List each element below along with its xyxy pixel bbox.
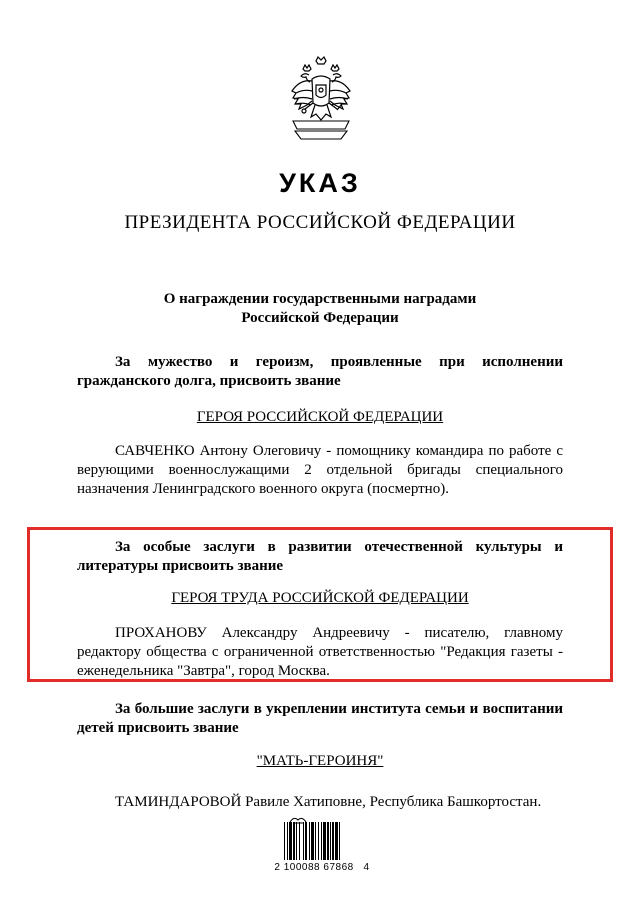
barcode-bar <box>309 822 310 860</box>
recipient-name-1: САВЧЕНКО <box>115 443 195 459</box>
barcode-bar <box>303 822 304 860</box>
barcode-bar <box>321 822 322 860</box>
coat-of-arms-emblem-icon <box>285 55 357 143</box>
barcode-bar <box>289 822 292 860</box>
decree-subject-line-1: О награждении государственными наградами <box>163 291 477 307</box>
recipient-name-2: ПРОХАНОВУ <box>115 625 207 641</box>
recipient-name-3: ТАМИНДАРОВОЙ <box>115 794 242 810</box>
barcode-bar <box>287 822 288 860</box>
award-title-3: "МАТЬ-ГЕРОИНЯ" <box>256 753 384 769</box>
highlight-box <box>27 527 613 682</box>
award-reason-2: За особые заслуги в развитии отечественной культуры и литературы присвоить звание <box>77 539 563 574</box>
award-title-1: ГЕРОЯ РОССИЙСКОЙ ФЕДЕРАЦИИ <box>196 409 444 425</box>
barcode-bar <box>305 822 307 860</box>
barcode-bar <box>284 822 285 860</box>
award-reason-3: За большие заслуги в укреплении института семьи и воспитании детей присвоить звание <box>77 701 563 736</box>
barcode-bar <box>330 822 331 860</box>
decree-subject-line-2: Российской Федерации <box>241 310 399 326</box>
recipient-details-1: Антону Олеговичу - помощнику командира по работе с верующими военнослужащими 2 отдельной бригады специального назначения Ленинградского военного округа (посмертно). <box>77 443 563 497</box>
barcode-bar <box>296 822 297 860</box>
barcode-bar <box>299 822 300 860</box>
barcode-bar <box>327 822 329 860</box>
barcode-number: 2 100088 67868 4 <box>274 862 370 873</box>
award-recipient-1 <box>77 442 563 499</box>
recipient-details-2: Александру Андреевичу - писателю, главному редактору общества с ограниченной ответственностью "Редакция газеты - еженедельника "Завтра", город Москва. <box>77 625 563 679</box>
barcode-bar <box>323 822 326 860</box>
barcode-bar <box>335 822 338 860</box>
barcode-bar <box>311 822 314 860</box>
award-reason-1: За мужество и героизм, проявленные при исполнении гражданского долга, присвоить звание <box>77 354 563 389</box>
barcode-bar <box>339 822 340 860</box>
barcode-bar <box>293 822 295 860</box>
decree-subject <box>0 290 640 328</box>
barcode-bar <box>315 822 316 860</box>
document-subtitle: ПРЕЗИДЕНТА РОССИЙСКОЙ ФЕДЕРАЦИИ <box>124 212 516 233</box>
barcode-bar <box>332 822 334 860</box>
award-recipient-3 <box>77 793 563 812</box>
award-title-2: ГЕРОЯ ТРУДА РОССИЙСКОЙ ФЕДЕРАЦИИ <box>171 590 469 606</box>
recipient-details-3: Равиле Хатиповне, Республика Башкортостан. <box>241 794 542 810</box>
barcode-icon <box>283 822 368 865</box>
document-title: УКАЗ <box>279 168 361 198</box>
barcode-bar <box>318 822 319 860</box>
